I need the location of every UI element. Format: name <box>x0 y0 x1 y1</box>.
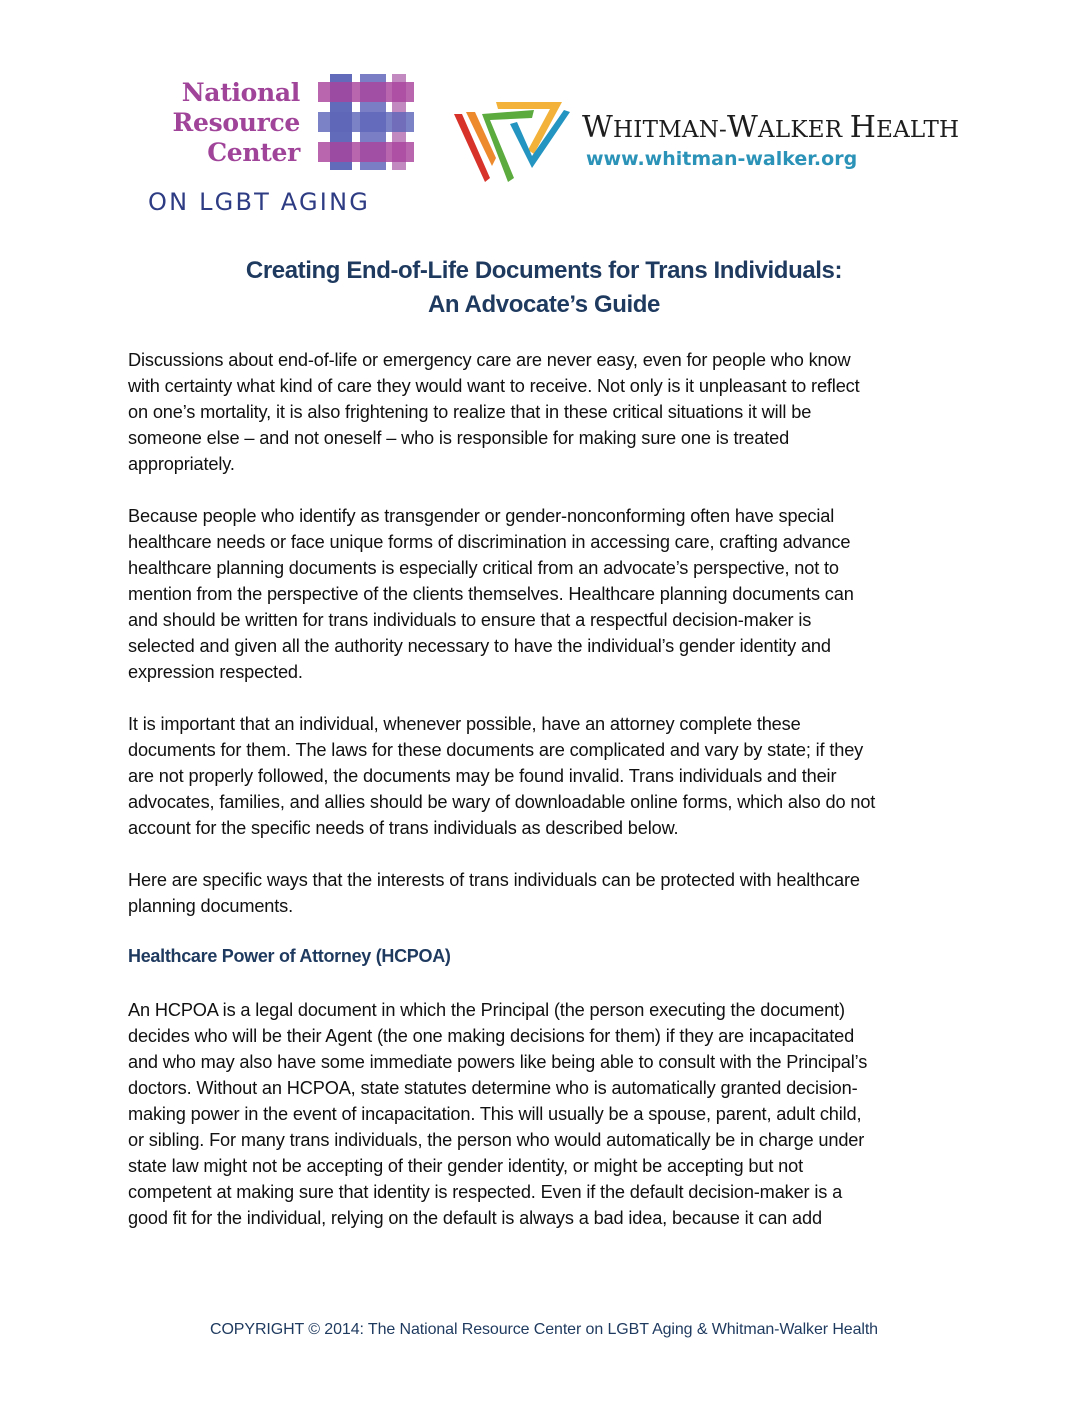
text-line: mention from the perspective of the clients themselves. Healthcare planning documents can <box>128 584 854 604</box>
nrc-logo-subtitle: ON LGBT AGING <box>148 188 371 216</box>
text-line: making power in the event of incapacitation. This will usually be a spouse, parent, adult child, <box>128 1104 862 1124</box>
text-line: decides who will be their Agent (the one making decisions for them) if they are incapacitated <box>128 1026 855 1046</box>
paragraph-hcpoa <box>128 997 968 1231</box>
text-line: on one’s mortality, it is also frightening to realize that in these critical situations it will be <box>128 402 812 422</box>
nrc-logo-line-1: National <box>181 78 300 107</box>
whitman-walker-url: www.whitman-walker.org <box>586 148 858 170</box>
text-line: healthcare planning documents is especially critical from an advocate’s perspective, not to <box>128 558 839 578</box>
text-line: state law might not be accepting of their gender identity, or might be accepting but not <box>128 1156 803 1176</box>
text-line: It is important that an individual, whenever possible, have an attorney complete these <box>128 714 801 734</box>
copyright-footer: COPYRIGHT © 2014: The National Resource Center on LGBT Aging & Whitman-Walker Health <box>210 1321 878 1338</box>
text-line: are not properly followed, the documents may be found invalid. Trans individuals and their <box>128 766 837 786</box>
text-line: someone else – and not oneself – who is responsible for making sure one is treated <box>128 428 790 448</box>
text-line: competent at making sure that identity is respected. Even if the default decision-maker is a <box>128 1182 843 1202</box>
section-heading-hcpoa: Healthcare Power of Attorney (HCPOA) <box>128 946 451 966</box>
text-line: with certainty what kind of care they would want to receive. Not only is it unpleasant to reflect <box>128 376 860 396</box>
text-line: documents for them. The laws for these documents are complicated and vary by state; if they <box>128 740 864 760</box>
text-line: Here are specific ways that the interests of trans individuals can be protected with healthcare <box>128 870 860 890</box>
title-line-1: Creating End-of-Life Documents for Trans Individuals: <box>245 257 843 284</box>
text-line: appropriately. <box>128 454 235 474</box>
paragraph-special-needs <box>128 503 968 685</box>
text-line: healthcare needs or face unique forms of discrimination in accessing care, crafting advance <box>128 532 851 552</box>
text-line: Discussions about end-of-life or emergency care are never easy, even for people who know <box>128 350 851 370</box>
nrc-logo-line-2: Resource <box>172 108 300 137</box>
text-line: and who may also have some immediate powers like being able to consult with the Principal’s <box>128 1052 868 1072</box>
text-line: expression respected. <box>128 662 303 682</box>
text-line: good fit for the individual, relying on the default is always a bad idea, because it can add <box>128 1208 822 1228</box>
nrc-lgbt-aging-logo <box>146 72 416 218</box>
text-line: and should be written for trans individuals to ensure that a respectful decision-maker is <box>128 610 812 630</box>
text-line: advocates, families, and allies should be wary of downloadable online forms, which also do not <box>128 792 876 812</box>
whitman-walker-w-mark-icon <box>452 96 574 186</box>
nrc-logo-wordmark <box>146 78 300 168</box>
text-line: Because people who identify as transgender or gender-nonconforming often have special <box>128 506 835 526</box>
text-line: planning documents. <box>128 896 293 916</box>
nrc-logo-line-3: Center <box>207 138 300 167</box>
text-line: account for the specific needs of trans individuals as described below. <box>128 818 679 838</box>
paragraph-attorney <box>128 711 968 841</box>
paragraph-specific-ways <box>128 867 968 919</box>
text-line: or sibling. For many trans individuals, the person who would automatically be in charge under <box>128 1130 865 1150</box>
paragraph-intro <box>128 347 968 477</box>
title-line-2: An Advocate’s Guide <box>427 291 660 318</box>
whitman-walker-wordmark: WHITMAN-WALKER HEALTH <box>582 110 960 145</box>
text-line: An HCPOA is a legal document in which the Principal (the person executing the document) <box>128 1000 845 1020</box>
document-title <box>0 254 1088 322</box>
whitman-walker-logo <box>452 96 960 188</box>
plaid-grid-icon <box>318 74 414 170</box>
text-line: doctors. Without an HCPOA, state statutes determine who is automatically granted decision- <box>128 1078 858 1098</box>
text-line: selected and given all the authority necessary to have the individual’s gender identity and <box>128 636 831 656</box>
